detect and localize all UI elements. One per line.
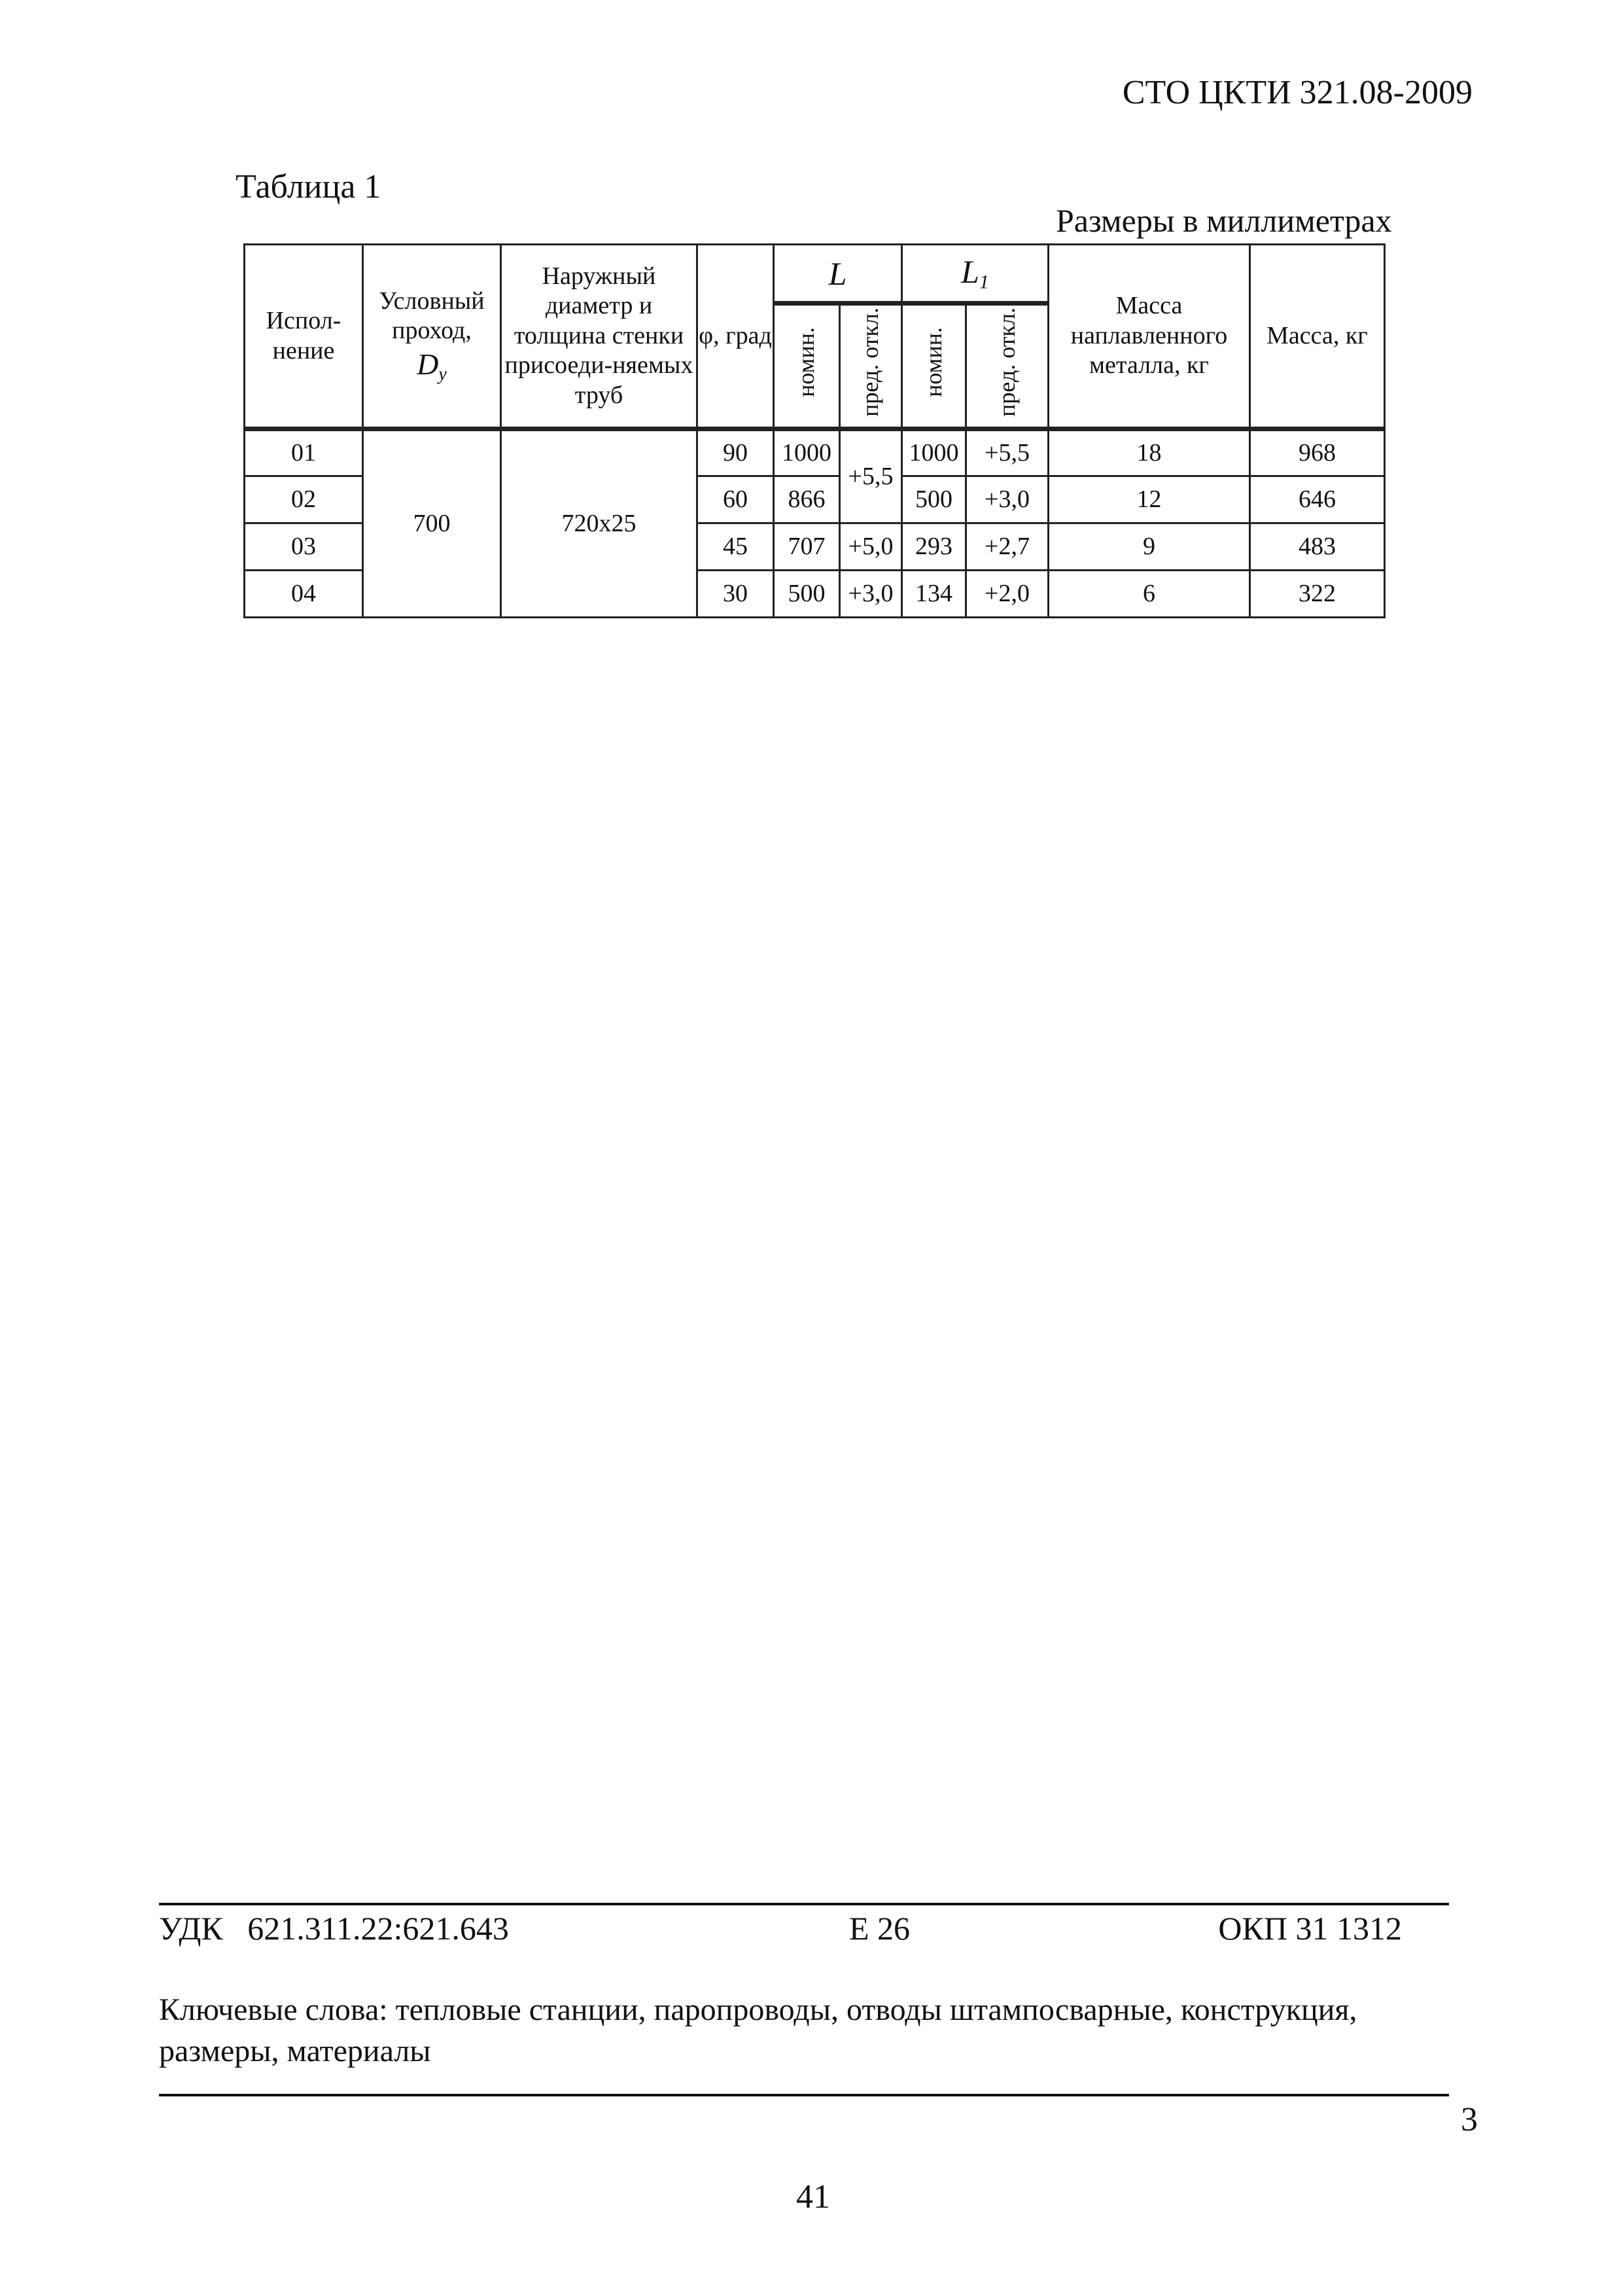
cell-isp: 04 xyxy=(245,571,363,618)
subheader-L1-nomin: номин. xyxy=(902,304,966,429)
keywords: Ключевые слова: тепловые станции, паропроводы, отводы штампосварные, конструкция, размеры, материалы xyxy=(159,1992,1357,2069)
units-note: Размеры в миллиметрах xyxy=(1056,202,1392,239)
cell-phi: 45 xyxy=(697,523,774,571)
cell-mass-weld: 12 xyxy=(1049,476,1250,523)
cell-L1-tol: +3,0 xyxy=(966,476,1049,523)
table-header-row xyxy=(245,245,1385,304)
cell-mass-weld: 18 xyxy=(1049,429,1250,476)
cell-isp: 02 xyxy=(245,476,363,523)
cell-L-nom: 1000 xyxy=(774,429,840,476)
header-L1 xyxy=(902,245,1049,304)
footer-bottom-rule xyxy=(159,2094,1449,2096)
cell-mass: 483 xyxy=(1250,523,1385,571)
specification-table xyxy=(243,243,1386,618)
cell-L-nom: 500 xyxy=(774,571,840,618)
header-L: L xyxy=(774,245,902,304)
header-mass: Масса, кг xyxy=(1250,245,1385,429)
cell-dy-merged: 700 xyxy=(363,429,501,618)
cell-outer-merged: 720x25 xyxy=(501,429,697,618)
dy-subscript: y xyxy=(438,364,447,385)
cell-phi: 30 xyxy=(697,571,774,618)
cell-L-tol-merged: +5,5 xyxy=(840,429,902,523)
footer-codes xyxy=(159,1909,1402,1955)
header-mass-weld: Масса наплавленного металла, кг xyxy=(1049,245,1250,429)
cell-phi: 90 xyxy=(697,429,774,476)
footer-top-rule xyxy=(159,1903,1449,1905)
cell-L1-tol: +2,7 xyxy=(966,523,1049,571)
header-phi: φ, град xyxy=(697,245,774,429)
table-row xyxy=(245,429,1385,476)
cell-phi: 60 xyxy=(697,476,774,523)
cell-mass-weld: 9 xyxy=(1049,523,1250,571)
e-code: Е 26 xyxy=(849,1910,911,1947)
cell-mass: 968 xyxy=(1250,429,1385,476)
cell-isp: 03 xyxy=(245,523,363,571)
cell-L1-nom: 293 xyxy=(902,523,966,571)
subheader-L-nomin: номин. xyxy=(774,304,840,429)
subheader-L1-pred: пред. откл. xyxy=(966,304,1049,429)
L1-subscript: 1 xyxy=(979,271,989,293)
header-uslovny-label: Условный проход, xyxy=(379,287,485,345)
cell-L1-nom: 1000 xyxy=(902,429,966,476)
header-outer-diameter: Наружный диаметр и толщина стенки присоеди-няемых труб xyxy=(501,245,697,429)
cell-L1-nom: 134 xyxy=(902,571,966,618)
cell-L1-tol: +2,0 xyxy=(966,571,1049,618)
cell-L-nom: 866 xyxy=(774,476,840,523)
cell-L1-tol: +5,5 xyxy=(966,429,1049,476)
table-caption: Таблица 1 xyxy=(236,168,381,205)
sheet-number: 41 xyxy=(796,2178,830,2216)
header-ispolnenie: Испол-нение xyxy=(245,245,363,429)
okp-code: ОКП 31 1312 xyxy=(1218,1910,1402,1947)
cell-L-nom: 707 xyxy=(774,523,840,571)
cell-isp: 01 xyxy=(245,429,363,476)
document-code: СТО ЦКТИ 321.08-2009 xyxy=(1122,74,1473,111)
header-uslovny-prohod xyxy=(363,245,501,429)
subheader-L-pred: пред. откл. xyxy=(840,304,902,429)
cell-mass-weld: 6 xyxy=(1049,571,1250,618)
cell-L1-nom: 500 xyxy=(902,476,966,523)
dy-symbol: D xyxy=(417,347,439,381)
cell-mass: 322 xyxy=(1250,571,1385,618)
L1-symbol: L xyxy=(961,253,979,291)
cell-L-tol: +5,0 xyxy=(840,523,902,571)
cell-L-tol: +3,0 xyxy=(840,571,902,618)
cell-mass: 646 xyxy=(1250,476,1385,523)
udk-code: УДК 621.311.22:621.643 xyxy=(159,1910,509,1947)
page-number: 3 xyxy=(1461,2101,1478,2138)
